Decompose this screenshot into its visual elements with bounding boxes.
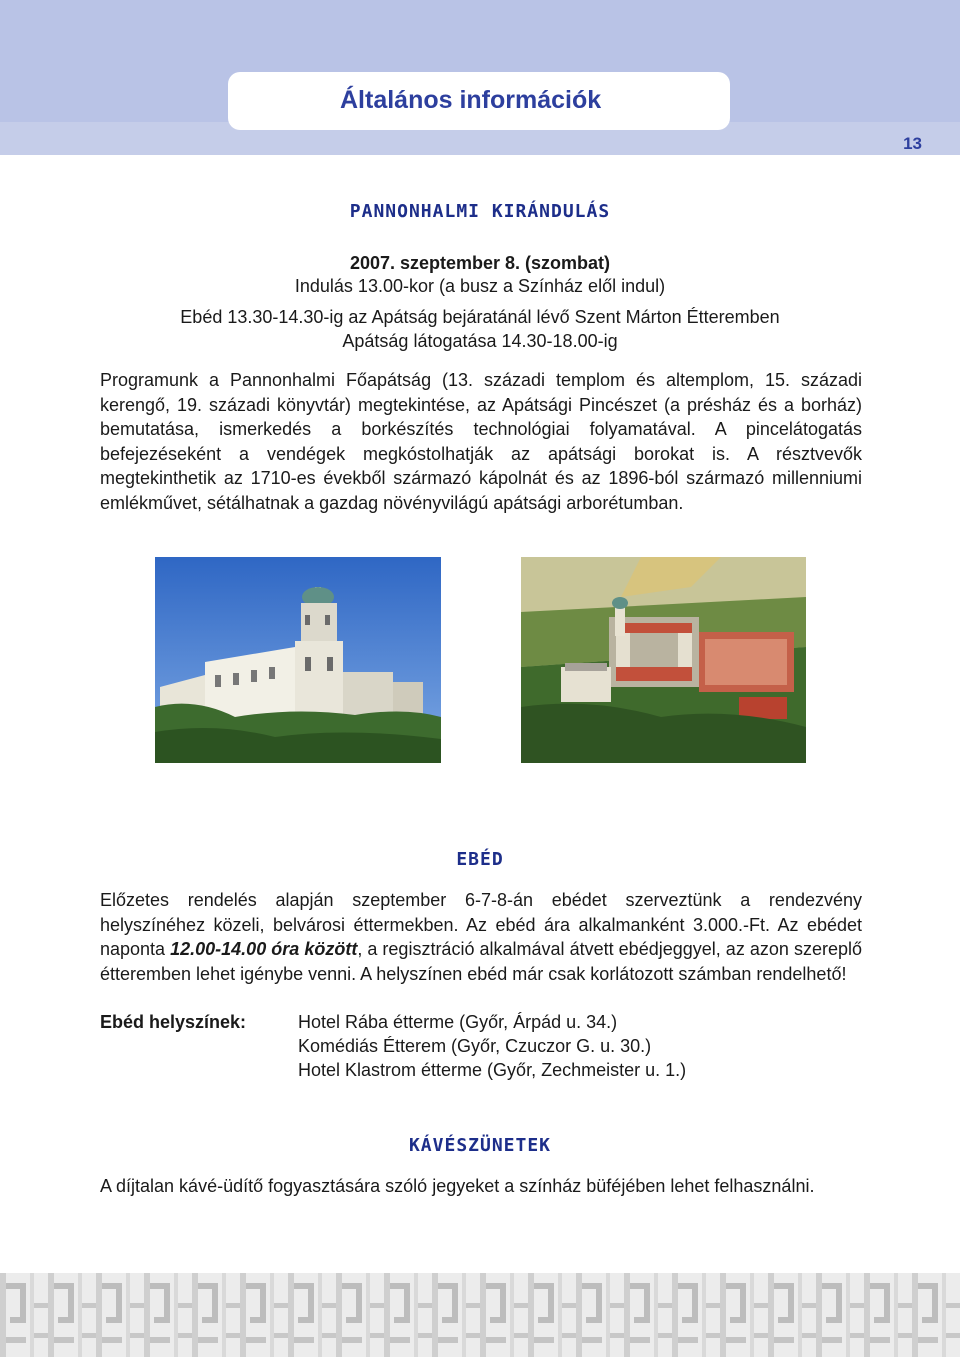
abbey-tower-photo xyxy=(155,557,441,763)
lunch-time: 12.00-14.00 óra között xyxy=(170,939,358,959)
page-title: Általános információk xyxy=(340,86,602,114)
lunch-heading: EBÉD xyxy=(456,849,504,870)
lunch-text-after: , a regisztráció alkalmával átvett ebédjeggyel, az azon szereplő étteremben lehet igénybe venni. A helyszínen ebéd már csak korlátozott számban rendelhető! xyxy=(100,939,862,984)
venue-item: Hotel Klastrom étterme (Győr, Zechmeister u. 1.) xyxy=(298,1060,687,1080)
venue-item: Hotel Rába étterme (Győr, Árpád u. 34.) xyxy=(298,1012,618,1032)
venues-label: Ebéd helyszínek: xyxy=(100,1012,247,1032)
trip-lunch: Ebéd 13.30-14.30-ig az Apátság bejáratánál lévő Szent Márton Étteremben xyxy=(180,307,780,327)
footer-pattern xyxy=(0,1273,960,1357)
coffee-text: A díjtalan kávé-üdítő fogyasztására szóló jegyeket a színház büféjében lehet felhasználni. xyxy=(100,1176,815,1196)
coffee-heading: KÁVÉSZÜNETEK xyxy=(408,1135,552,1156)
page-number: 13 xyxy=(903,134,922,153)
trip-paragraph: Programunk a Pannonhalmi Főapátság (13. századi templom és altemplom, 15. századi kerengő, 19. századi könyvtár) megtekintése, az Apátsági Pincészet (a présház és a borház) bemutatása, ismerkedés a borkészítés technológiai folyamatával. A pincelátogatás befejezéseként a vendégek megkóstolhatják az apátsági borokat is. A résztvevők megtekinthetik az 1710-es évekből származó kápolnát és az 1896-ból származó millenniumi emlékművet, sétálhatnak a gazdag növényvilágú apátsági arborétumban. xyxy=(100,370,862,513)
title-tab xyxy=(228,72,730,130)
abbey-aerial-photo xyxy=(521,557,806,763)
trip-date: 2007. szeptember 8. (szombat) xyxy=(349,253,611,273)
trip-visit: Apátság látogatása 14.30-18.00-ig xyxy=(342,331,618,351)
trip-heading: PANNONHALMI KIRÁNDULÁS xyxy=(349,201,611,222)
lunch-paragraph xyxy=(100,888,862,986)
trip-departure: Indulás 13.00-kor (a busz a Színház elől indul) xyxy=(294,276,666,296)
venue-item: Komédiás Étterem (Győr, Czuczor G. u. 30.) xyxy=(298,1036,652,1056)
lunch-text-before: Előzetes rendelés alapján szeptember 6-7-8-án ebédet szerveztünk a rendezvény helyszínéhez közeli, belvárosi éttermekben. Az ebéd ára alkalmanként 3.000.-Ft. Az ebédet naponta xyxy=(100,890,862,959)
